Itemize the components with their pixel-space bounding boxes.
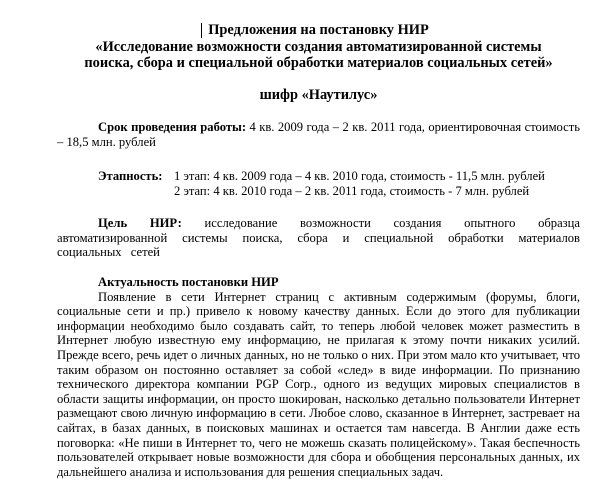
goal-paragraph [57, 216, 580, 260]
stages-label: Этапность: [98, 169, 163, 184]
text-cursor [201, 23, 202, 38]
stage-item-2: 2 этап: 4 кв. 2010 года – 2 кв. 2011 года, стоимость - 7 млн. рублей [174, 184, 530, 199]
title-line-3: поиска, сбора и специальной обработки материалов социальных сетей» [84, 55, 553, 71]
document-title [57, 22, 580, 72]
stages-block [57, 169, 580, 199]
duration-text: 4 кв. 2009 года – 2 кв. 2011 года, ориентировочная стоимость – 18,5 млн. рублей [57, 120, 580, 149]
cipher-line: шифр «Наутилус» [259, 86, 378, 103]
document-page [57, 22, 580, 479]
goal-text: исследование возможности создания опытного образца автоматизированной системы поиска, сбора и специальной обработки материалов социальных сетей [57, 216, 580, 260]
stage-item-1: 1 этап: 4 кв. 2009 года – 4 кв. 2010 года, стоимость - 11,5 млн. рублей [174, 169, 545, 184]
goal-label: Цель НИР: [98, 216, 182, 231]
duration-label: Срок проведения работы: [98, 120, 247, 134]
title-line-1: Предложения на постановку НИР [208, 22, 429, 38]
duration-paragraph [57, 120, 580, 149]
relevance-heading: Актуальность постановки НИР [98, 274, 279, 289]
relevance-paragraph: Появление в сети Интернет страниц с активным содержимым (форумы, блоги, социальные сети и пр.) привело к новому качеству данных. Если до этого для публикации информации необходимо было создавать сайт, то теперь любой человек может разместить в Интернет любую известную ему информацию, не прилагая к этому почти никаких усилий. Прежде всего, речь идет о личных данных, но не только о них. При этом мало кто учитывает, что таким образом он постоянно оставляет за собой «след» в виде информации. По признанию технического директора компании PGP Corp., одного из ведущих мировых специалистов в области защиты информации, он просто шокирован, насколько детально пользователи Интернет размещают свою личную информацию в сети. Любое слово, сказанное в Интернет, застревает на сайтах, в базах данных, в поисковых машинах и остается там навсегда. В Англии даже есть поговорка: «Не пиши в Интернет то, чего не можешь сказать полицейскому». Такая беспечность пользователей открывает новые возможности для сбора и обобщения персональных данных, их дальнейшего анализа и использования для решения специальных задач. [57, 289, 580, 479]
title-line-2: «Исследование возможности создания автоматизированной системы [95, 38, 542, 55]
